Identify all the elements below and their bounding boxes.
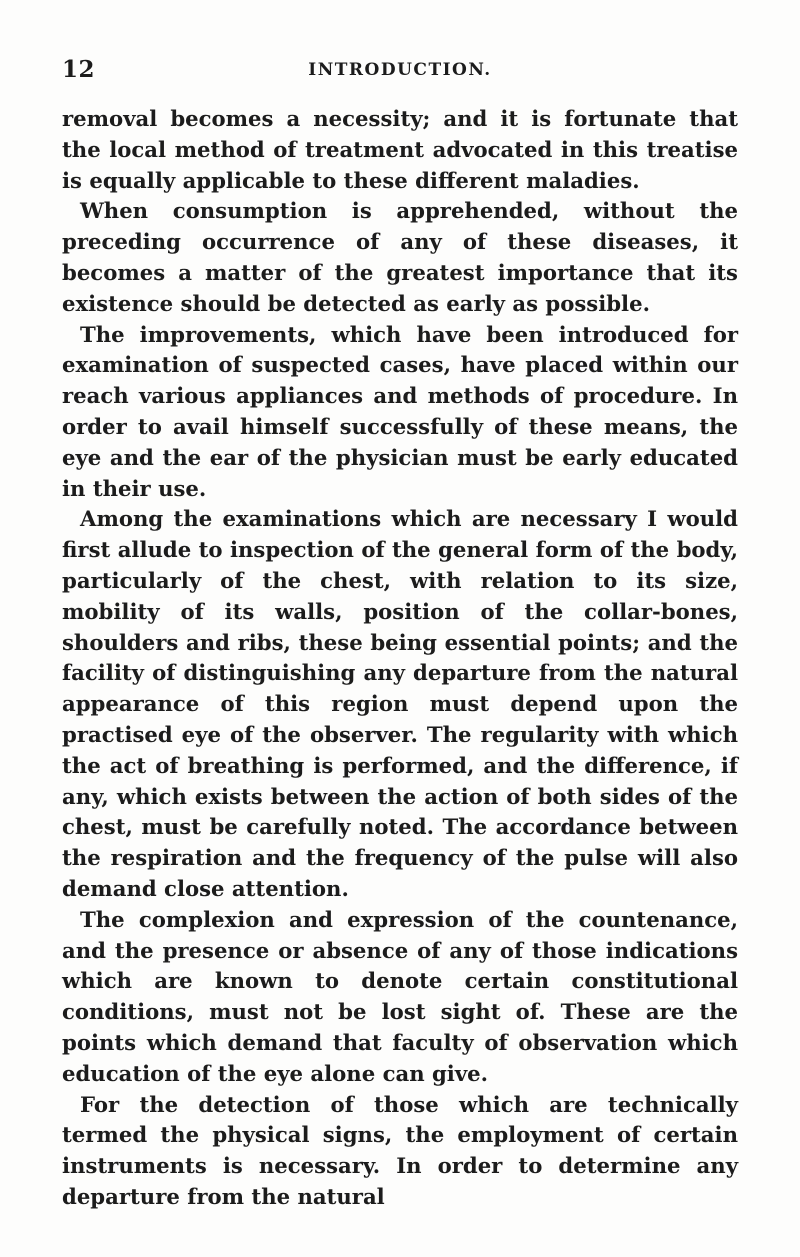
running-head: INTRODUCTION. xyxy=(308,60,492,80)
body-text xyxy=(62,104,738,1213)
paragraph-examinations: Among the examinations which are necessary I would first allude to inspection of the general form of the body, particularly of the chest, with relation to its size, mobility of its walls, position of the collar-bones, shoulders and ribs, these being essential points; and the facility of distinguishing any departure from the natural appearance of this region must depend upon the practised eye of the observer. The regularity with which the act of breathing is performed, and the difference, if any, which exists between the action of both sides of the chest, must be carefully noted. The accordance between the respiration and the frequency of the pulse will also demand close attention. xyxy=(62,506,738,901)
paragraph-complexion: The complexion and expression of the countenance, and the presence or absence of any of those indications which are known to denote certain constitutional conditions, must not be lost sight of. These are the points which demand that faculty of observation which education of the eye alone can give. xyxy=(62,906,738,1086)
paragraph-consumption: When consumption is apprehended, without the preceding occurrence of any of these diseases, it becomes a matter of the greatest importance that its existence should be detected as early as possible. xyxy=(62,198,738,316)
paragraph-physical-signs: For the detection of those which are technically termed the physical signs, the employment of certain instruments is necessary. In order to determine any departure from the natural xyxy=(62,1091,738,1209)
paragraph-continuation: removal becomes a necessity; and it is fortunate that the local method of treatment advocated in this treatise is equally applicable to these different maladies. xyxy=(62,106,738,193)
paragraph-improvements: The improvements, which have been introduced for examination of suspected cases, have placed within our reach various appliances and methods of procedure. In order to avail himself successfully of these means, the eye and the ear of the physician must be early educated in their use. xyxy=(62,321,738,501)
page-header xyxy=(62,56,738,86)
page-number: 12 xyxy=(62,56,96,83)
